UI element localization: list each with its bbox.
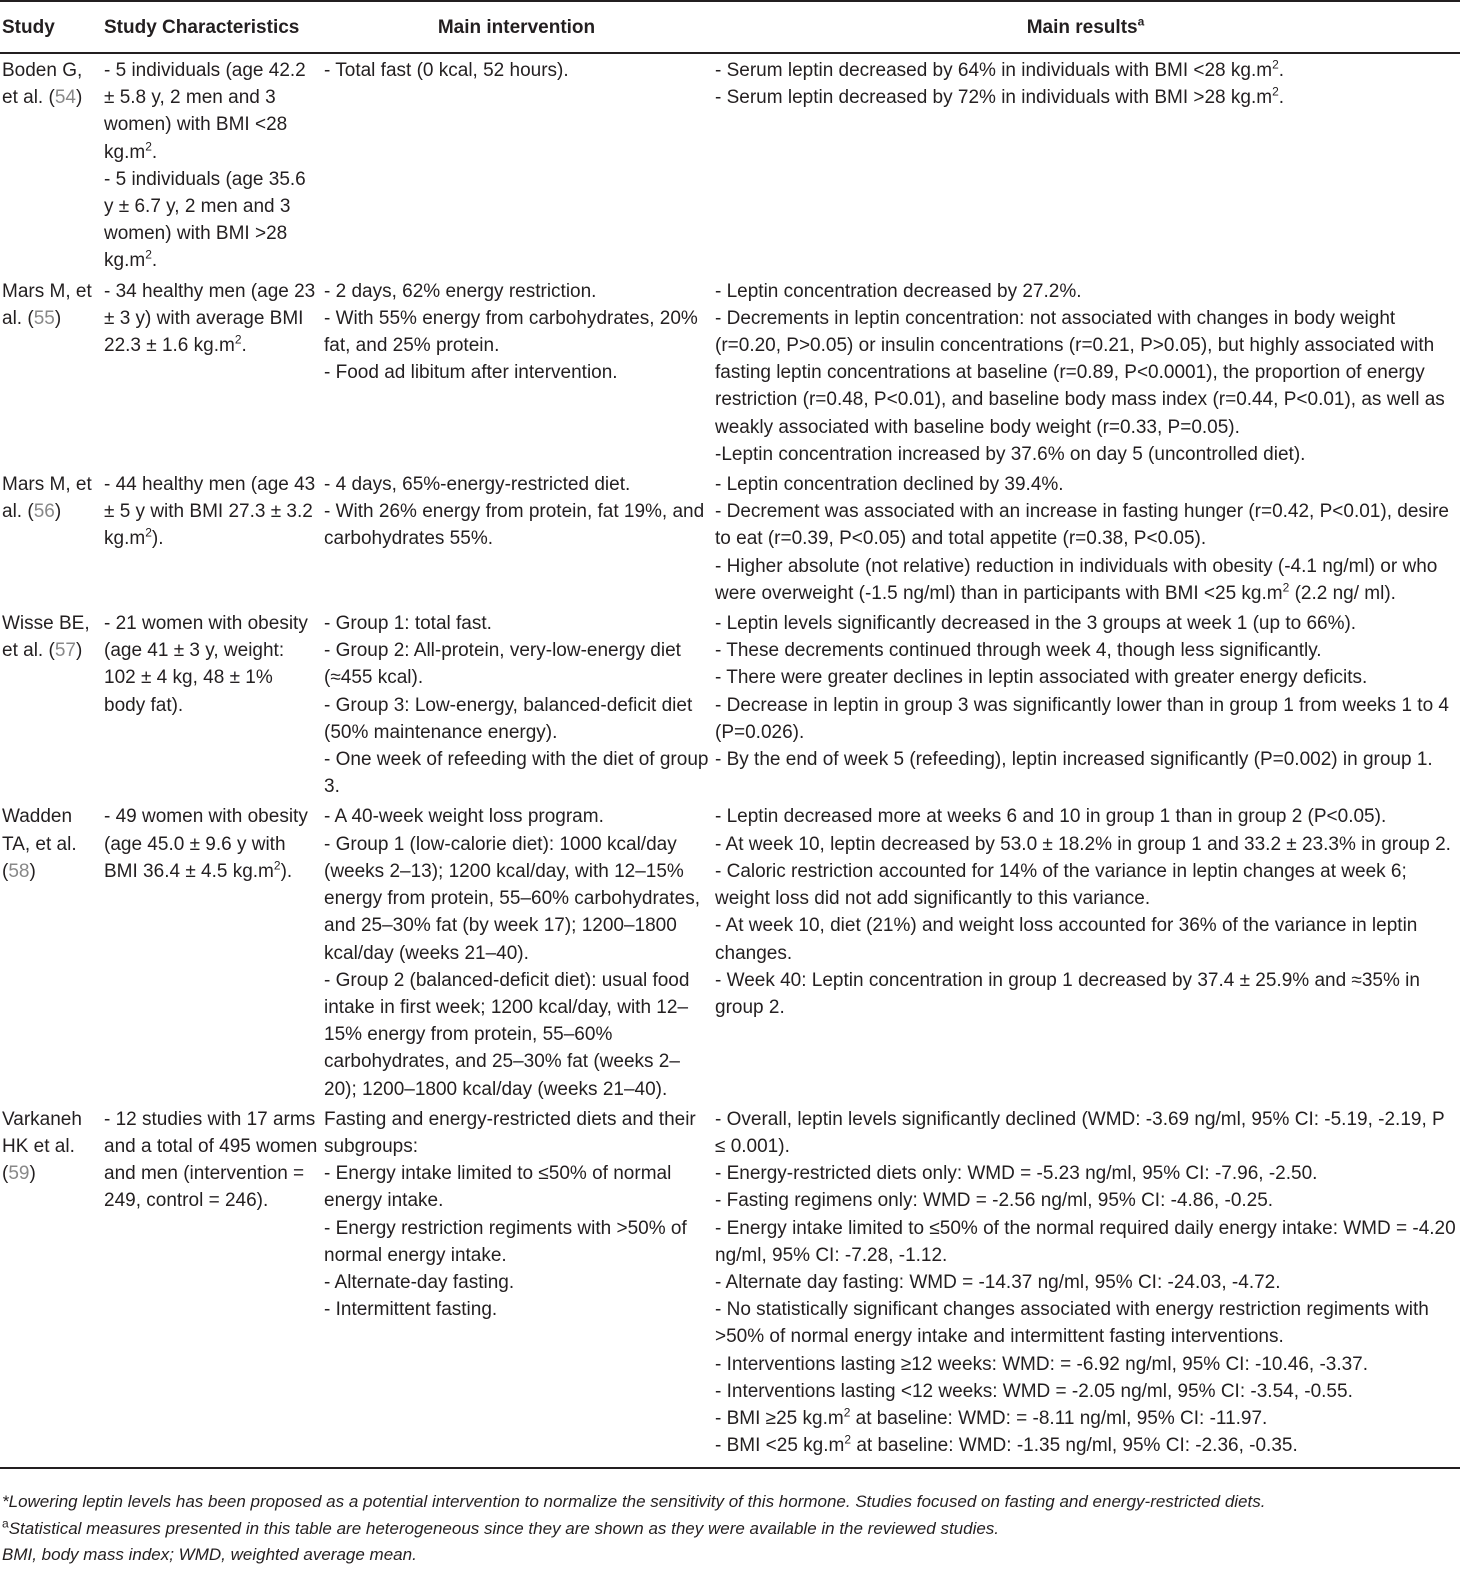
result-line: - These decrements continued through week 4, though less significantly. <box>715 640 1322 662</box>
result-line: - Leptin decreased more at weeks 6 and 10 in group 1 than in group 2 (P<0.05). <box>715 806 1387 828</box>
intervention-line: - With 26% energy from protein, fat 19%, and carbohydrates 55%. <box>324 501 705 550</box>
intervention-line: - Group 1: total fast. <box>324 613 492 635</box>
intervention-line: - Group 2: All-protein, very-low-energy diet (≈455 kcal). <box>324 640 681 689</box>
intervention-line: - With 55% energy from carbohydrates, 20% fat, and 25% protein. <box>324 307 698 357</box>
result-line: - No statistically significant changes associated with energy restriction regiments with >50% of normal energy intake and intermittent fasting interventions. <box>715 1299 1429 1348</box>
result-line: - At week 10, leptin decreased by 53.0 ± 18.2% in group 1 and 33.2 ± 23.3% in group 2. <box>715 833 1451 855</box>
superscript: 2 <box>843 1405 851 1420</box>
header-study: Study <box>0 1 102 53</box>
result-line: - Interventions lasting ≥12 weeks: WMD: = -6.92 ng/ml, 95% CI: -10.46, -3.37. <box>715 1353 1369 1375</box>
cell-intervention <box>322 1103 713 1469</box>
intervention-line: - Energy restriction regiments with >50% of normal energy intake. <box>324 1217 687 1266</box>
cell-characteristics <box>102 1103 322 1469</box>
result-line: - Week 40: Leptin concentration in group 1 decreased by 37.4 ± 25.9% and ≈35% in group 2. <box>715 969 1420 1018</box>
table-row <box>0 53 1460 275</box>
result-line: - By the end of week 5 (refeeding), leptin increased significantly (P=0.002) in group 1. <box>715 749 1433 771</box>
intervention-line: - 2 days, 62% energy restriction. <box>324 280 597 302</box>
table-row <box>0 607 1460 800</box>
result-line: - Fasting regimens only: WMD = -2.56 ng/ml, 95% CI: -4.86, -0.25. <box>715 1190 1274 1212</box>
cell-results <box>713 53 1460 275</box>
result-line: - Alternate day fasting: WMD = -14.37 ng/ml, 95% CI: -24.03, -4.72. <box>715 1271 1281 1293</box>
footnote-star: *Lowering leptin levels has been proposed as a potential intervention to normalize the sensitivity of this hormone. Studies focused on fasting and energy-restricted diets. <box>2 1492 1266 1511</box>
characteristic-line: - 34 healthy men (age 23 ± 3 y) with average BMI 22.3 ± 1.6 $kg.m^2$. <box>104 280 316 357</box>
result-line: - Decrement was associated with an increase in fasting hunger (r=0.42, P<0.01), desire to eat (r=0.39, P<0.05) and total appetite (r=0.38, P<0.05). <box>715 501 1449 550</box>
footnote-abbreviations: BMI, body mass index; WMD, weighted average mean. <box>2 1545 417 1564</box>
intervention-line: - Group 1 (low-calorie diet): 1000 kcal/day (weeks 2–13); 1200 kcal/day, with 12–15% energy from protein, 55–60% carbohydrates, and 25–30% fat (by week 17); 1200–1800 kcal/day (weeks 21–40). <box>324 833 700 964</box>
reference-link[interactable]: 54 <box>54 87 76 109</box>
characteristic-line: - 44 healthy men (age 43 ± 5 y with BMI 27.3 ± 3.2 $kg.m^2$). <box>104 474 316 550</box>
superscript: 2 <box>844 1432 852 1447</box>
cell-results <box>713 1103 1460 1469</box>
intervention-line: - 4 days, 65%-energy-restricted diet. <box>324 474 631 496</box>
intervention-line: - Group 3: Low-energy, balanced-deficit diet (50% maintenance energy). <box>324 694 693 743</box>
result-line: - Higher absolute (not relative) reduction in individuals with obesity (-4.1 ng/ml) or who were overweight (-1.5 ng/ml) than in participants with BMI <25 $kg.m^2$ (2.2 ng/ ml). <box>715 555 1438 604</box>
cell-intervention <box>322 800 713 1102</box>
result-line: - Serum leptin decreased by 64% in individuals with BMI <28 $kg.m^2$. <box>715 57 1285 81</box>
table-row <box>0 275 1460 468</box>
reference-link[interactable]: 59 <box>8 1163 30 1185</box>
intervention-line: - A 40-week weight loss program. <box>324 806 604 828</box>
result-line: - Leptin concentration declined by 39.4%. <box>715 474 1064 496</box>
cell-results <box>713 468 1460 607</box>
characteristic-line: - 21 women with obesity (age 41 ± 3 y, weight: 102 ± 4 kg, 48 ± 1% body fat). <box>104 613 308 716</box>
cell-characteristics <box>102 275 322 468</box>
result-line: - Energy intake limited to ≤50% of the normal required daily energy intake: WMD = -4.20 ng/ml, 95% CI: -7.28, -1.12. <box>715 1217 1456 1266</box>
table-row <box>0 468 1460 607</box>
cell-study: Wisse BE, et al. (57) <box>2 613 90 662</box>
header-characteristics: Study Characteristics <box>102 1 322 53</box>
intervention-line: - Food ad libitum after intervention. <box>324 362 618 384</box>
table-row <box>0 1103 1460 1469</box>
cell-study: Mars M, et al. (55) <box>2 280 92 329</box>
result-line: - There were greater declines in leptin associated with greater energy deficits. <box>715 667 1368 689</box>
cell-characteristics <box>102 53 322 275</box>
header-row <box>0 1 1460 53</box>
result-line: - Decrease in leptin in group 3 was significantly lower than in group 1 from weeks 1 to 4 (P=0.026). <box>715 694 1449 743</box>
cell-results <box>713 800 1460 1102</box>
intervention-line: - Total fast (0 kcal, 52 hours). <box>324 60 569 81</box>
cell-results <box>713 607 1460 800</box>
footnote-a: $^a$Statistical measures presented in this table are heterogeneous since they are shown as they were available in the reviewed studies. <box>2 1516 1000 1538</box>
cell-characteristics <box>102 800 322 1102</box>
intervention-line: - Group 2 (balanced-deficit diet): usual food intake in first week; 1200 kcal/day, with 12–15% energy from protein, 55–60% carbohydrates, and 25–30% fat (weeks 2–20); 1200–1800 kcal/day (weeks 21–40). <box>324 969 690 1100</box>
superscript: 2 <box>1272 57 1279 72</box>
result-line: - Energy-restricted diets only: WMD = -5.23 ng/ml, 95% CI: -7.96, -2.50. <box>715 1163 1318 1185</box>
result-line: - Interventions lasting <12 weeks: WMD = -2.05 ng/ml, 95% CI: -3.54, -0.55. <box>715 1380 1353 1402</box>
characteristic-line: - 5 individuals (age 35.6 y ± 6.7 y, 2 men and 3 women) with BMI >28 $kg.m^2$. <box>104 168 306 272</box>
result-line: - Leptin concentration decreased by 27.2%. <box>715 280 1082 302</box>
characteristic-line: - 12 studies with 17 arms and a total of 495 women and men (intervention = 249, control = 246). <box>104 1108 318 1212</box>
intervention-line: - Alternate-day fasting. <box>324 1271 515 1293</box>
cell-study: Wadden TA, et al. (58) <box>2 806 77 882</box>
cell-study: Varkaneh HK et al. (59) <box>0 1103 102 1469</box>
intervention-line: - Energy intake limited to ≤50% of normal energy intake. <box>324 1163 672 1212</box>
cell-results <box>713 275 1460 468</box>
intervention-line: Fasting and energy-restricted diets and their subgroups: <box>324 1108 696 1157</box>
result-line: - Caloric restriction accounted for 14% of the variance in leptin changes at week 6; weight loss did not add significantly to this variance. <box>715 860 1407 910</box>
intervention-line: - One week of refeeding with the diet of group 3. <box>324 749 709 798</box>
header-intervention: Main intervention <box>322 1 713 53</box>
result-line: - Leptin levels significantly decreased in the 3 groups at week 1 (up to 66%). <box>715 613 1357 635</box>
superscript: 2 <box>1282 580 1290 595</box>
superscript: 2 <box>145 248 152 263</box>
reference-link[interactable]: 56 <box>33 501 55 523</box>
reference-link[interactable]: 58 <box>8 860 30 882</box>
cell-intervention <box>322 53 713 275</box>
characteristic-line: - 5 individuals (age 42.2 ± 5.8 y, 2 men and 3 women) with BMI <28 $kg.m^2$. <box>104 60 306 163</box>
result-line: -Leptin concentration increased by 37.6% on day 5 (uncontrolled diet). <box>715 443 1306 465</box>
cell-intervention <box>322 275 713 468</box>
result-line: - At week 10, diet (21%) and weight loss accounted for 36% of the variance in leptin changes. <box>715 915 1418 964</box>
table-body <box>0 53 1460 1468</box>
superscript: 2 <box>234 332 242 347</box>
result-line: - BMI ≥25 $kg.m^2$ at baseline: WMD: = -8.11 ng/ml, 95% CI: -11.97. <box>715 1405 1268 1429</box>
characteristic-line: - 49 women with obesity (age 45.0 ± 9.6 y with BMI 36.4 ± 4.5 $kg.m^2$). <box>104 806 308 882</box>
table-row <box>0 800 1460 1102</box>
cell-study: Boden G, et al. (54) <box>2 60 83 109</box>
cell-characteristics <box>102 468 322 607</box>
cell-intervention <box>322 607 713 800</box>
cell-intervention <box>322 468 713 607</box>
intervention-line: - Intermittent fasting. <box>324 1299 498 1321</box>
result-line: - Serum leptin decreased by 72% in individuals with BMI >28 $kg.m^2$. <box>715 84 1285 109</box>
result-line: - BMI <25 $kg.m^2$ at baseline: WMD: -1.35 ng/ml, 95% CI: -2.36, -0.35. <box>715 1432 1298 1457</box>
reference-link[interactable]: 55 <box>33 307 55 329</box>
result-line: - Decrements in leptin concentration: not associated with changes in body weight (r=0.20, P>0.05) or insulin concentrations (r=0.21, P>0.05), but highly associated with fasting leptin concentrations at baseline (r=0.89, P<0.0001), the proportion of energy restriction (r=0.48, P<0.01), and baseline body mass index (r=0.44, P<0.01), as well as weakly associated with baseline body weight (r=0.33, P=0.05). <box>715 307 1445 438</box>
cell-study: Mars M, et al. (56) <box>2 474 92 523</box>
superscript: 2 <box>1272 84 1279 99</box>
superscript: 2 <box>273 858 281 873</box>
header-results: Main results$^a$ <box>713 1 1460 53</box>
superscript: 2 <box>145 526 152 541</box>
cell-characteristics <box>102 607 322 800</box>
superscript: 2 <box>145 139 152 154</box>
reference-link[interactable]: 57 <box>54 640 76 662</box>
result-line: - Overall, leptin levels significantly declined (WMD: -3.69 ng/ml, 95% CI: -5.19, -2.19, P ≤ 0.001). <box>715 1108 1445 1157</box>
